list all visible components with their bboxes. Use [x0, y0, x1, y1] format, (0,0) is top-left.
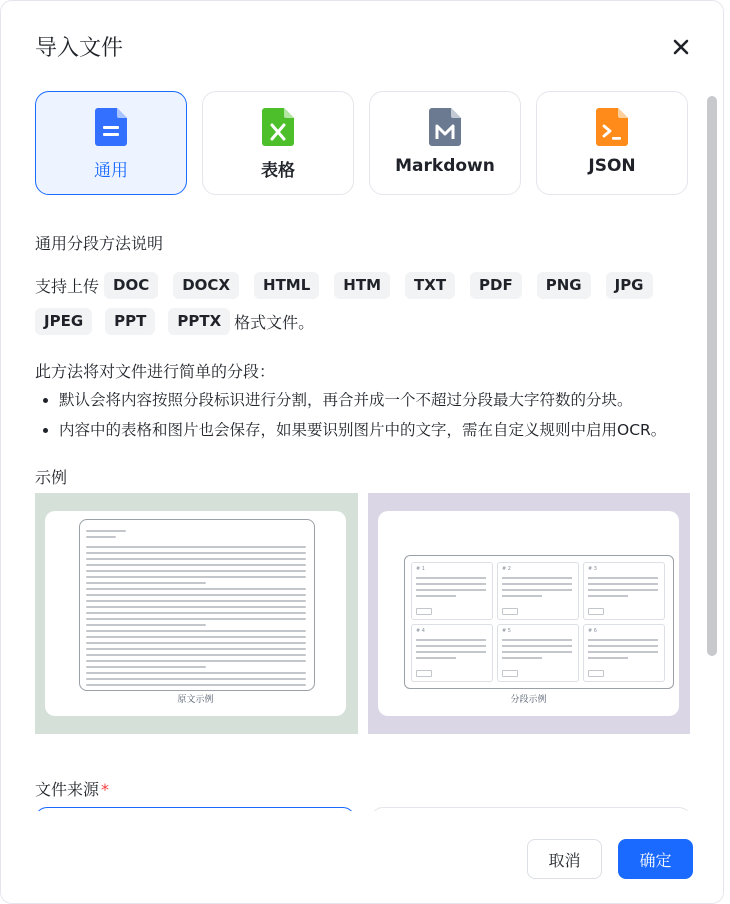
required-mark: *: [101, 780, 110, 799]
dialog-footer: [1, 811, 724, 904]
format-chip: DOC: [104, 272, 158, 299]
format-chip: PPTX: [168, 308, 230, 335]
chunk-number: # 2: [502, 566, 511, 572]
text-line: [588, 645, 658, 647]
chunk-grid-preview: [404, 555, 674, 689]
text-line: [588, 583, 658, 585]
scrollbar-thumb[interactable]: [707, 96, 717, 656]
format-chip: PNG: [537, 272, 591, 299]
type-card-markdown[interactable]: [369, 91, 521, 195]
chunk-number: # 4: [416, 628, 425, 634]
text-line: [588, 651, 658, 653]
text-line: [416, 577, 486, 579]
text-line: [86, 558, 306, 560]
supported-formats-row: [35, 307, 314, 335]
markdown-icon: [429, 108, 461, 146]
text-line: [502, 639, 572, 641]
text-line: [86, 606, 306, 608]
text-line: [86, 594, 306, 596]
format-chip: TXT: [405, 272, 455, 299]
text-line: [502, 589, 572, 591]
text-line: [86, 642, 306, 644]
format-chip: HTML: [254, 272, 319, 299]
chunk-number: # 3: [588, 566, 597, 572]
chunk-number: # 1: [416, 566, 425, 572]
method-explain-title: 通用分段方法说明: [35, 234, 164, 253]
text-line: [502, 577, 572, 579]
text-line: [86, 530, 126, 532]
chunk-tag: [502, 670, 518, 677]
text-line: [416, 639, 486, 641]
format-chip: PDF: [470, 272, 522, 299]
text-line: [502, 657, 542, 659]
chunk-card: [411, 562, 493, 620]
text-line: [86, 672, 306, 674]
text-line: [86, 576, 306, 578]
document-preview: [79, 519, 315, 691]
text-line: [86, 654, 306, 656]
text-line: [416, 651, 486, 653]
format-chip: JPEG: [35, 308, 92, 335]
text-line: [588, 577, 658, 579]
text-line: [502, 651, 572, 653]
type-card-general[interactable]: [35, 91, 187, 195]
type-card-label: 表格: [261, 161, 295, 181]
confirm-button[interactable]: 确定: [618, 839, 693, 879]
format-chip: DOCX: [173, 272, 239, 299]
type-card-table[interactable]: [202, 91, 354, 195]
chunk-example-image: [368, 493, 690, 734]
chunk-card: [411, 624, 493, 682]
dialog-body: [1, 89, 724, 811]
text-line: [86, 660, 306, 662]
method-bullet-list: [35, 389, 666, 449]
type-card-label: JSON: [588, 156, 636, 176]
chunk-tag: [416, 670, 432, 677]
list-item: 内容中的表格和图片也会保存，如果要识别图片中的文字，需在自定义规则中启用OCR。: [35, 419, 666, 449]
text-line: [416, 595, 456, 597]
type-card-label: 通用: [94, 161, 128, 181]
chunk-number: # 6: [588, 628, 597, 634]
text-line: [86, 536, 116, 538]
excel-icon: [262, 108, 294, 146]
text-line: [86, 648, 306, 650]
chunk-tag: [588, 670, 604, 677]
chunk-tag: [588, 608, 604, 615]
text-line: [502, 583, 572, 585]
text-line: [86, 678, 306, 680]
cancel-button[interactable]: 取消: [527, 839, 602, 879]
dialog-title: 导入文件: [35, 36, 124, 61]
supported-formats-row: [35, 271, 668, 299]
type-card-json[interactable]: [536, 91, 688, 195]
chunk-card: [497, 562, 579, 620]
text-line: [86, 570, 306, 572]
method-intro: 此方法将对文件进行简单的分段：: [35, 362, 276, 381]
text-line: [86, 630, 306, 632]
close-icon: [673, 39, 689, 55]
text-line: [416, 657, 456, 659]
text-line: [86, 618, 306, 620]
text-line: [588, 657, 628, 659]
chunk-card: [497, 624, 579, 682]
chunk-tag: [502, 608, 518, 615]
format-chip: JPG: [606, 272, 653, 299]
text-line: [86, 624, 206, 626]
text-line: [86, 582, 206, 584]
text-line: [86, 564, 306, 566]
file-source-label: [35, 777, 109, 800]
text-line: [588, 589, 658, 591]
support-suffix: 格式文件。: [234, 312, 315, 332]
document-icon: [95, 108, 127, 146]
original-example-image: [35, 493, 358, 734]
support-prefix: 支持上传: [35, 276, 100, 296]
text-line: [416, 645, 486, 647]
text-line: [416, 583, 486, 585]
text-line: [588, 595, 628, 597]
chunk-number: # 5: [502, 628, 511, 634]
file-source-text: 文件来源: [35, 780, 100, 799]
text-line: [416, 589, 486, 591]
example-title: 示例: [35, 468, 68, 487]
text-line: [86, 552, 306, 554]
text-line: [86, 546, 306, 548]
text-line: [86, 588, 306, 590]
scrollbar[interactable]: [707, 96, 717, 656]
text-line: [86, 636, 306, 638]
chunk-card: [583, 624, 665, 682]
chunk-card: [583, 562, 665, 620]
chunk-tag: [416, 608, 432, 615]
text-line: [588, 639, 658, 641]
json-icon: [596, 108, 628, 146]
list-item: 默认会将内容按照分段标识进行分割，再合并成一个不超过分段最大字符数的分块。: [35, 389, 666, 419]
text-line: [502, 645, 572, 647]
close-button[interactable]: [669, 35, 693, 59]
text-line: [86, 684, 306, 686]
type-card-label: Markdown: [395, 156, 495, 176]
text-line: [86, 600, 306, 602]
chunk-caption: 分段示例: [510, 695, 547, 705]
format-chip: HTM: [334, 272, 390, 299]
original-caption: 原文示例: [177, 695, 214, 705]
text-line: [502, 595, 542, 597]
text-line: [86, 612, 306, 614]
format-chip: PPT: [105, 308, 155, 335]
text-line: [86, 666, 206, 668]
